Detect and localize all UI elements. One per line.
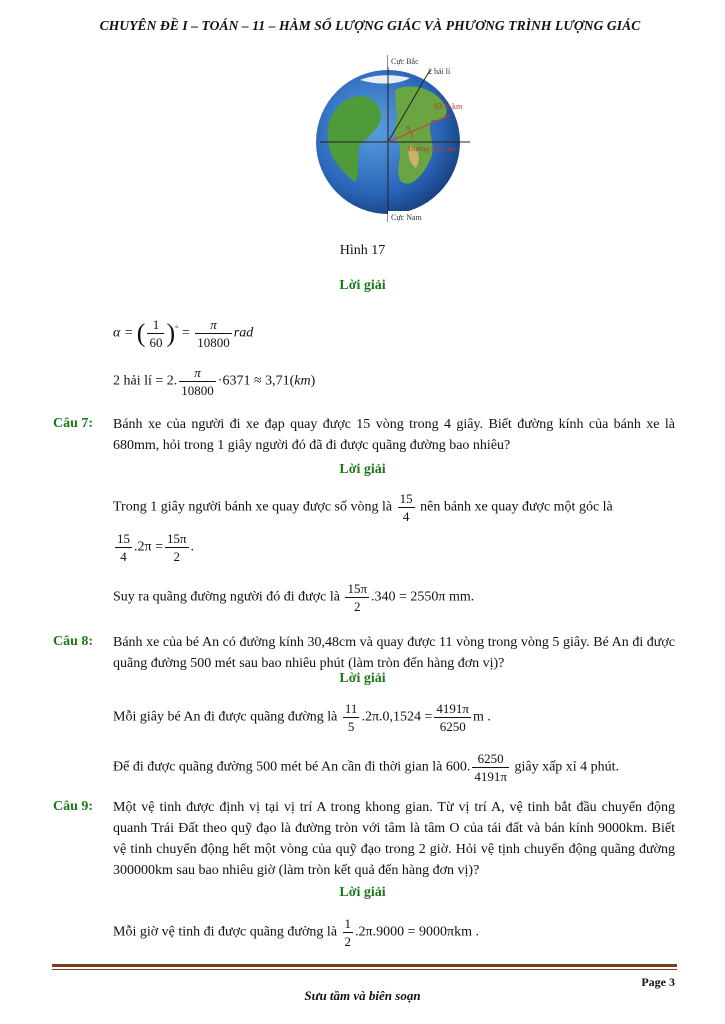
footer-text: Sưu tầm và biên soạn <box>304 988 421 1003</box>
question-9-text: Một vệ tinh được định vị tại vị trí A trong khong gian. Từ vị trí A, vệ tinh bắt đầu chuyển động quanh Trái Đất theo quỹ đạo là đường tròn với tâm là tâm O của tái đất và bán kính 9000km. Biết vệ tinh chuyển động hết một vòng của quỹ đạo trong 2 giờ. Hỏi vệ tịnh chuyển động quãng đường 300000km sau bao nhiêu giờ (làm tròn kết quả đến hàng đơn vị)? <box>113 800 675 878</box>
q7-sol-line2: $\frac{15}{4}$ .2π = $\frac{15\pi}{2}$ . <box>117 531 195 564</box>
label-radius: 6371 km <box>434 102 463 111</box>
page-number: Page 3 <box>641 975 675 989</box>
question-7-label: Câu 7: <box>53 416 94 431</box>
label-north: Cực Bắc <box>391 57 419 66</box>
page-header: CHUYÊN ĐỀ I – TOÁN – 11 – HÀM SỐ LƯỢNG GIÁC VÀ PHƯƠNG TRÌNH LƯỢNG GIÁC <box>99 18 641 33</box>
sol6-nautical-line: 2 hải lí = 2. $\frac{\pi}{10800}$ ·6371 ≈ 3,71(km) <box>113 365 316 398</box>
q7-sol-line3: Suy ra quãng đường người đó đi được là $\frac{15\pi}{2}$ .340 = 2550π mm. <box>113 581 475 614</box>
label-nautical: 2 hải lí <box>428 67 451 76</box>
q9-sol-line1: Mỗi giờ vệ tinh đi được quãng đường là $\frac{1}{2}$ .2π.9000 = 9000πkm . <box>113 916 479 949</box>
label-equator: Đường xích đạo <box>408 144 457 153</box>
earth-globe-icon <box>300 50 490 230</box>
footer-divider-thin <box>52 969 677 970</box>
q8-sol-line2: Để đi được quãng đường 500 mét bé An cần đi thời gian là 600. $\frac{6250}{4191\pi}$ giây xấp xỉ 4 phút. <box>113 751 620 784</box>
footer-divider <box>52 964 677 967</box>
q7-sol-line1: Trong 1 giây người bánh xe quay được số vòng là $\frac{15}{4}$ nên bánh xe quay được một góc là <box>113 491 613 524</box>
label-alpha: α <box>406 123 411 132</box>
sol6-alpha-line: α = ( $\frac{1}{60}$ )° = $\frac{\pi}{10800}$ rad <box>113 317 254 350</box>
solution-heading: Lời giải <box>339 462 386 477</box>
q8-sol-line1: Mỗi giây bé An đi được quãng đường là $\frac{11}{5}$ .2π.0,1524 = $\frac{4191\pi}{6250}$ m . <box>113 701 491 734</box>
question-8-label: Câu 8: <box>53 634 94 649</box>
question-8-text: Bánh xe của bé An có đường kính 30,48cm và quay được 11 vòng trong vòng 5 giây. Bé An đi được quãng đường 500 mét sau bao nhiêu phút (làm tròn đến hàng đơn vị)? <box>113 635 675 671</box>
question-9-label: Câu 9: <box>53 799 94 814</box>
solution-heading: Lời giải <box>339 278 386 293</box>
solution-heading: Lời giải <box>339 671 386 686</box>
figure-caption: Hình 17 <box>339 243 386 258</box>
solution-heading: Lời giải <box>339 885 386 900</box>
earth-figure <box>300 50 490 230</box>
label-south: Cực Nam <box>391 213 422 222</box>
question-7-text: Bánh xe của người đi xe đạp quay được 15 vòng trong 4 giây. Biết đường kính của bánh xe là 680mm, hỏi trong 1 giây người đó đã đi được quãng đường bao nhiêu? <box>113 417 675 453</box>
